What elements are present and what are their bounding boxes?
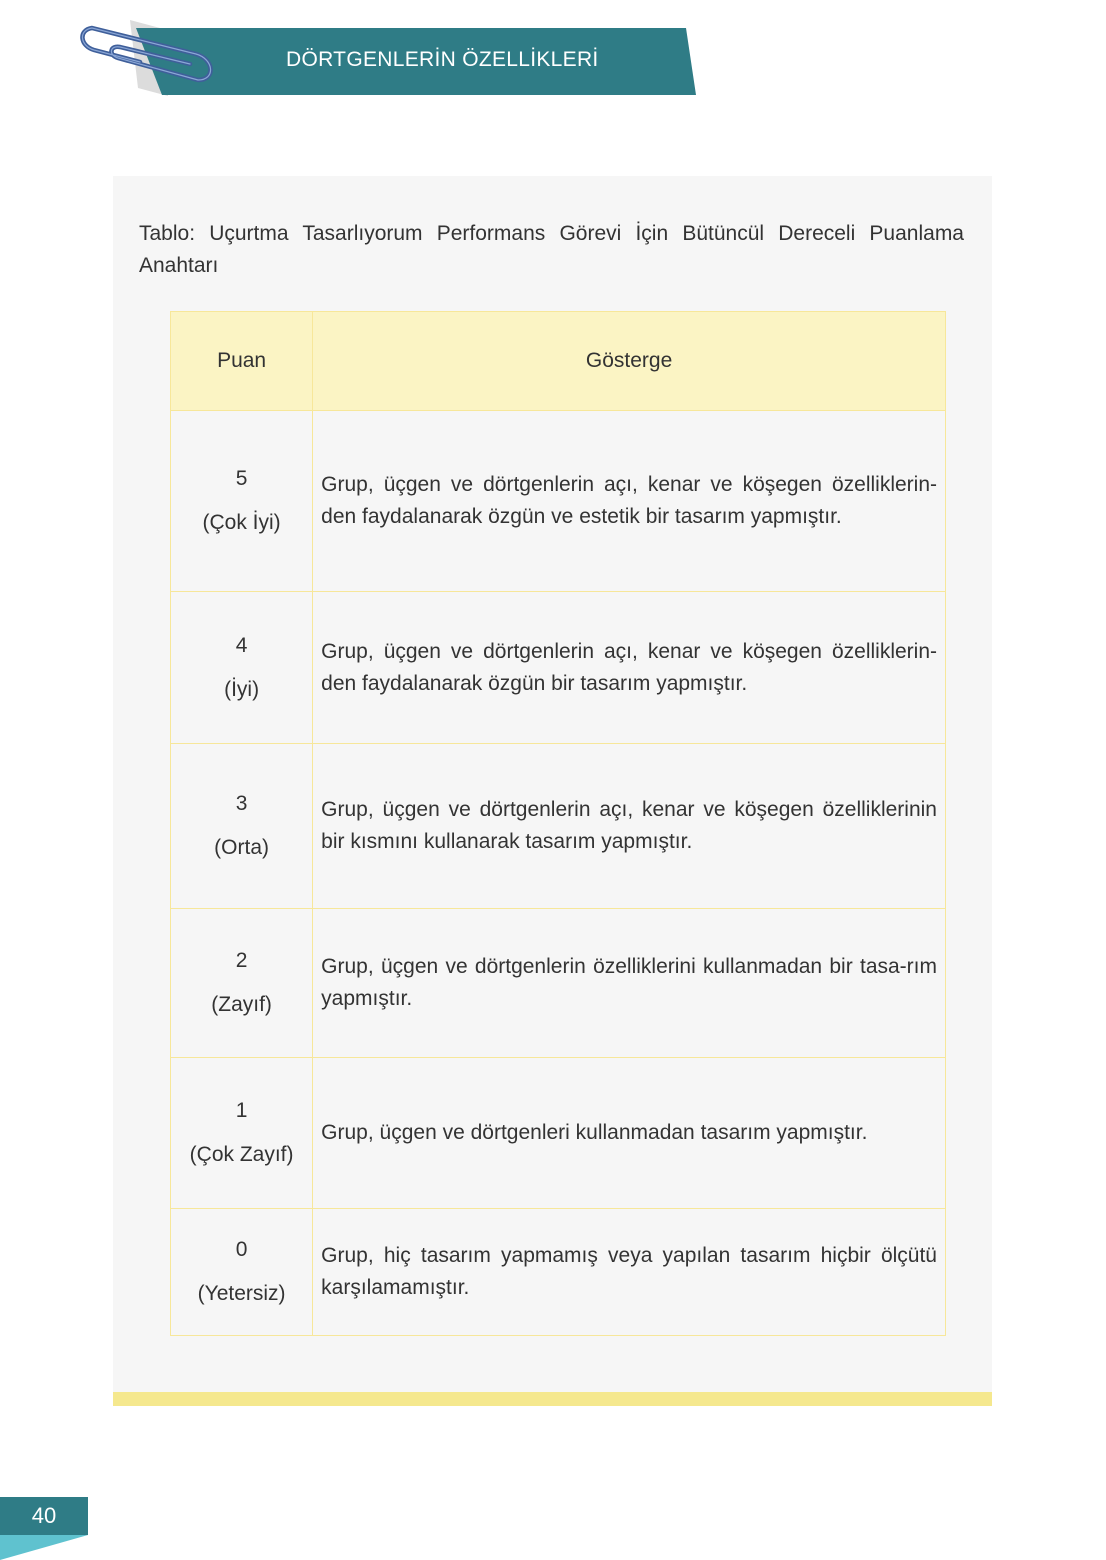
- panel-bottom-bar: [113, 1392, 992, 1406]
- score-number: 2: [235, 949, 248, 972]
- score-number: 1: [235, 1099, 248, 1122]
- score-label: (Çok Zayıf): [189, 1143, 294, 1166]
- score-cell: [171, 909, 313, 1058]
- score-label: (Zayıf): [211, 993, 272, 1016]
- score-cell: [171, 1209, 313, 1336]
- indicator-cell: Grup, üçgen ve dörtgenlerin açı, kenar ve köşegen özelliklerinin bir kısmını kullanarak tasarım yapmıştır.: [313, 744, 946, 909]
- table-row: [171, 1209, 946, 1336]
- table-row: [171, 411, 946, 592]
- header-banner: [78, 18, 718, 98]
- score-number: 0: [235, 1238, 248, 1261]
- indicator-cell: Grup, üçgen ve dörtgenleri kullanmadan tasarım yapmıştır.: [313, 1058, 946, 1209]
- paperclip-icon: [78, 18, 228, 98]
- column-header-indicator: Gösterge: [313, 312, 946, 411]
- score-number: 5: [235, 467, 248, 490]
- score-label: (Yetersiz): [197, 1282, 286, 1305]
- table-caption: Tablo: Uçurtma Tasarlıyorum Performans Görevi İçin Bütüncül Dereceli Puanlama Anahtarı: [139, 222, 964, 277]
- score-cell: [171, 411, 313, 592]
- score-cell: [171, 744, 313, 909]
- header-title: DÖRTGENLERİN ÖZELLİKLERİ: [286, 48, 599, 71]
- score-label: (Çok İyi): [202, 511, 281, 534]
- indicator-cell: Grup, üçgen ve dörtgenlerin özelliklerini kullanmadan bir tasa-rım yapmıştır.: [313, 909, 946, 1058]
- indicator-cell: Grup, üçgen ve dörtgenlerin açı, kenar ve köşegen özelliklerin-den faydalanarak özgün bir tasarım yapmıştır.: [313, 592, 946, 744]
- page-number: 40: [31, 1503, 57, 1528]
- score-number: 3: [235, 792, 248, 815]
- table-row: [171, 744, 946, 909]
- score-label: (Orta): [214, 836, 269, 859]
- indicator-cell: Grup, hiç tasarım yapmamış veya yapılan tasarım hiçbir ölçütü karşılamamıştır.: [313, 1209, 946, 1336]
- table-row: [171, 592, 946, 744]
- table-header-row: [171, 312, 946, 411]
- table-row: [171, 1058, 946, 1209]
- indicator-cell: Grup, üçgen ve dörtgenlerin açı, kenar ve köşegen özelliklerin-den faydalanarak özgün ve estetik bir tasarım yapmıştır.: [313, 411, 946, 592]
- table-row: [171, 909, 946, 1058]
- column-header-score: Puan: [171, 312, 313, 411]
- score-cell: [171, 1058, 313, 1209]
- score-label: (İyi): [224, 677, 260, 701]
- score-cell: [171, 592, 313, 744]
- rubric-table: [170, 311, 946, 1336]
- score-number: 4: [235, 633, 248, 657]
